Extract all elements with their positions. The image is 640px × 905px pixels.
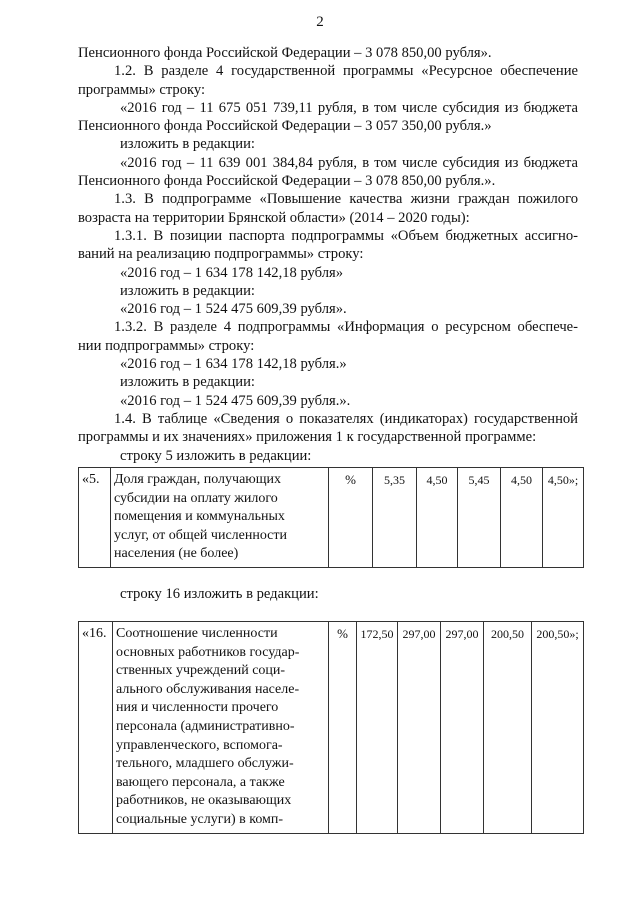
- text-line: изложить в редакции:: [120, 282, 255, 299]
- text-line: строку 16 изложить в редакции:: [120, 586, 319, 602]
- text-line: 1.2. В разделе 4 государственной программы «Ресурсное обеспечение: [114, 63, 578, 80]
- indicator-name-line: Доля граждан, получающих: [114, 472, 282, 487]
- indicator-name-line: ственных учреждений соци-: [116, 663, 286, 679]
- text-line: строку 5 изложить в редакции:: [120, 447, 312, 464]
- indicator-name-line: управленческого, вспомога-: [116, 737, 283, 753]
- indicator-name-line: населения (не более): [114, 546, 239, 562]
- indicator-name: [113, 622, 329, 834]
- row-number: «5.: [79, 468, 111, 568]
- text-line: 1.3.1. В позиции паспорта подпрограммы «Объем бюджетных ассигно-: [114, 227, 578, 244]
- indicator-name-line: вающего персонала, а также: [116, 774, 285, 790]
- value-cell: 200,50»;: [532, 622, 584, 834]
- indicator-name-line: услуг, от общей численности: [114, 527, 288, 543]
- unit-cell: %: [329, 622, 357, 834]
- indicator-name-line: ния и численности прочего: [116, 700, 279, 716]
- value-cell: 5,35: [373, 468, 417, 568]
- indicator-name-line: социальные услуги) в комп-: [116, 811, 284, 827]
- text-line: изложить в редакции:: [120, 136, 255, 153]
- unit-cell: %: [329, 468, 373, 568]
- text-line: Пенсионного фонда Российской Федерации – 3 078 850,00 рубля.».: [78, 173, 496, 190]
- value-cell: 4,50: [417, 468, 458, 568]
- row-number: «16.: [79, 622, 113, 834]
- indicator-table-row-16: [78, 621, 584, 834]
- table-row: [79, 622, 584, 834]
- page-number: 2: [316, 14, 324, 30]
- value-cell: 172,50: [357, 622, 398, 834]
- text-line: программы и их значениях» приложения 1 к государственной программе:: [78, 429, 537, 446]
- indicator-name-line: субсидии на оплату жилого: [114, 490, 278, 506]
- text-line: «2016 год – 1 524 475 609,39 рубля».: [120, 301, 347, 318]
- text-line: Пенсионного фонда Российской Федерации – 3 078 850,00 рубля».: [78, 45, 492, 61]
- text-line: ваний на реализацию подпрограммы» строку:: [78, 246, 364, 263]
- text-line: Пенсионного фонда Российской Федерации – 3 057 350,00 рубля.»: [78, 118, 492, 135]
- text-line: «2016 год – 1 524 475 609,39 рубля.».: [120, 392, 351, 409]
- indicator-name-line: работников, не оказывающих: [116, 793, 292, 809]
- table-row: [79, 468, 584, 568]
- value-cell: 4,50»;: [543, 468, 584, 568]
- text-line: нии подпрограммы» строку:: [78, 337, 255, 354]
- indicator-name-line: Соотношение численности: [116, 626, 278, 641]
- text-line: «2016 год – 11 675 051 739,11 рубля, в том числе субсидия из бюджета: [120, 99, 578, 116]
- value-cell: 4,50: [501, 468, 543, 568]
- indicator-name-line: тельного, младшего обслужи-: [116, 756, 294, 772]
- document-body: [78, 44, 578, 465]
- value-cell: 200,50: [484, 622, 532, 834]
- value-cell: 297,00: [441, 622, 484, 834]
- indicator-name-line: персонала (административно-: [116, 718, 295, 734]
- text-line: 1.3.2. В разделе 4 подпрограммы «Информация о ресурсном обеспече-: [114, 319, 578, 336]
- indicator-name: [111, 468, 329, 568]
- text-line: изложить в редакции:: [120, 374, 255, 391]
- indicator-name-line: помещения и коммунальных: [114, 509, 285, 525]
- indicator-name-line: ального обслуживания населе-: [116, 681, 300, 697]
- value-cell: 297,00: [398, 622, 441, 834]
- text-line: 1.3. В подпрограмме «Повышение качества жизни граждан пожилого: [114, 191, 578, 208]
- text-line: «2016 год – 11 639 001 384,84 рубля, в том числе субсидия из бюджета: [120, 154, 578, 171]
- text-line: «2016 год – 1 634 178 142,18 рубля.»: [120, 356, 347, 373]
- text-line: 1.4. В таблице «Сведения о показателях (индикаторах) государственной: [114, 410, 578, 427]
- text-line: программы» строку:: [78, 81, 206, 98]
- value-cell: 5,45: [458, 468, 501, 568]
- text-line: «2016 год – 1 634 178 142,18 рубля»: [120, 264, 344, 281]
- indicator-name-line: основных работников государ-: [116, 644, 300, 660]
- indicator-table-row-5: [78, 467, 584, 568]
- text-line: возраста на территории Брянской области» (2014 – 2020 годы):: [78, 209, 470, 226]
